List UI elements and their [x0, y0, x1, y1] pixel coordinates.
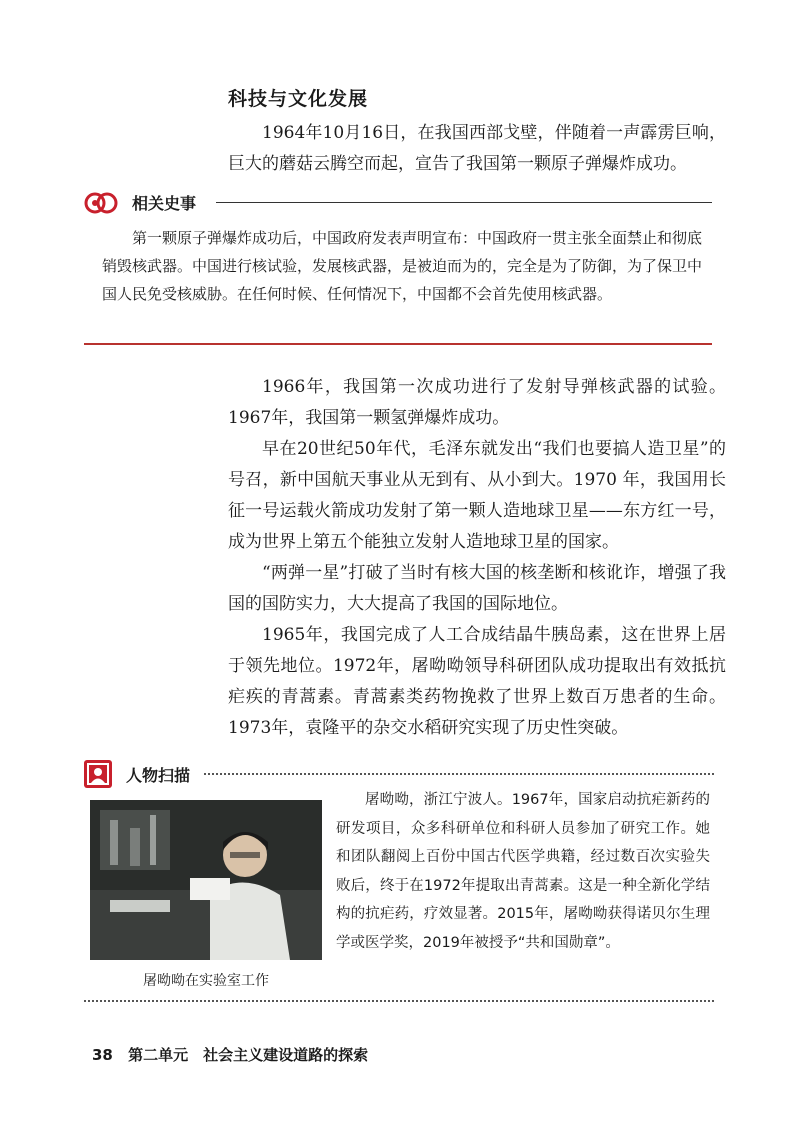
- paragraph-missile-hbomb: 1966年，我国第一次成功进行了发射导弹核武器的试验。1967年，我国第一颗氢弹爆炸成功。: [228, 377, 726, 428]
- tu-youyou-photo: [90, 800, 322, 960]
- related-history-title: 相关史事: [132, 194, 197, 213]
- paragraph-science-achievements: 1965年，我国完成了人工合成结晶牛胰岛素，这在世界上居于领先地位。1972年，屠呦呦领导科研团队成功提取出有效抵抗疟疾的青蒿素。青蒿素类药物挽救了世界上数百万患者的生命。1973年，袁隆平的杂交水稻研究实现了历史性突破。: [228, 625, 726, 738]
- paragraph-two-bombs-one-satellite: “两弹一星”打破了当时有核大国的核垄断和核讹诈，增强了我国的国防实力，大大提高了我国的国际地位。: [228, 563, 726, 614]
- person-profile-icon: [84, 760, 112, 788]
- section-title: 科技与文化发展: [228, 88, 369, 110]
- page-footer: [92, 1044, 368, 1065]
- related-history-bottom-rule: [84, 343, 712, 345]
- page-number: 38: [92, 1046, 113, 1064]
- related-history-divider: [216, 202, 712, 203]
- person-scan-divider: [204, 773, 714, 775]
- paragraph-satellite: 早在20世纪50年代，毛泽东就发出“我们也要搞人造卫星”的号召，新中国航天事业从无到有、从小到大。1970 年，我国用长征一号运载火箭成功发射了第一颗人造地球卫星——东方红一号，成为世界上第五个能独立发射人造地球卫星的国家。: [228, 439, 726, 552]
- related-history-text: 第一颗原子弹爆炸成功后，中国政府发表声明宣布：中国政府一贯主张全面禁止和彻底销毁核武器。中国进行核试验，发展核武器，是被迫而为的，完全是为了防御，为了保卫中国人民免受核威胁。在任何时候、任何情况下，中国都不会首先使用核武器。: [102, 229, 703, 303]
- photo-caption: 屠呦呦在实验室工作: [143, 973, 269, 989]
- person-scan-bottom-rule: [84, 1000, 714, 1002]
- person-biography-text: 屠呦呦，浙江宁波人。1967年，国家启动抗疟新药的研发项目，众多科研单位和科研人员参加了研究工作。她和团队翻阅上百份中国古代医学典籍，经过数百次实验失败后，终于在1972年提取出青蒿素。这是一种全新化学结构的抗疟药，疗效显著。2015年，屠呦呦获得诺贝尔生理学或医学奖，2019年被授予“共和国勋章”。: [336, 792, 710, 951]
- related-history-icon: [84, 188, 118, 218]
- paragraph-atomic-bomb: 1964年10月16日，在我国西部戈壁，伴随着一声霹雳巨响，巨大的蘑菇云腾空而起，宣告了我国第一颗原子弹爆炸成功。: [228, 123, 726, 174]
- unit-title: 第二单元 社会主义建设道路的探索: [128, 1046, 369, 1064]
- person-scan-title: 人物扫描: [126, 766, 191, 785]
- related-history-header: [84, 188, 712, 218]
